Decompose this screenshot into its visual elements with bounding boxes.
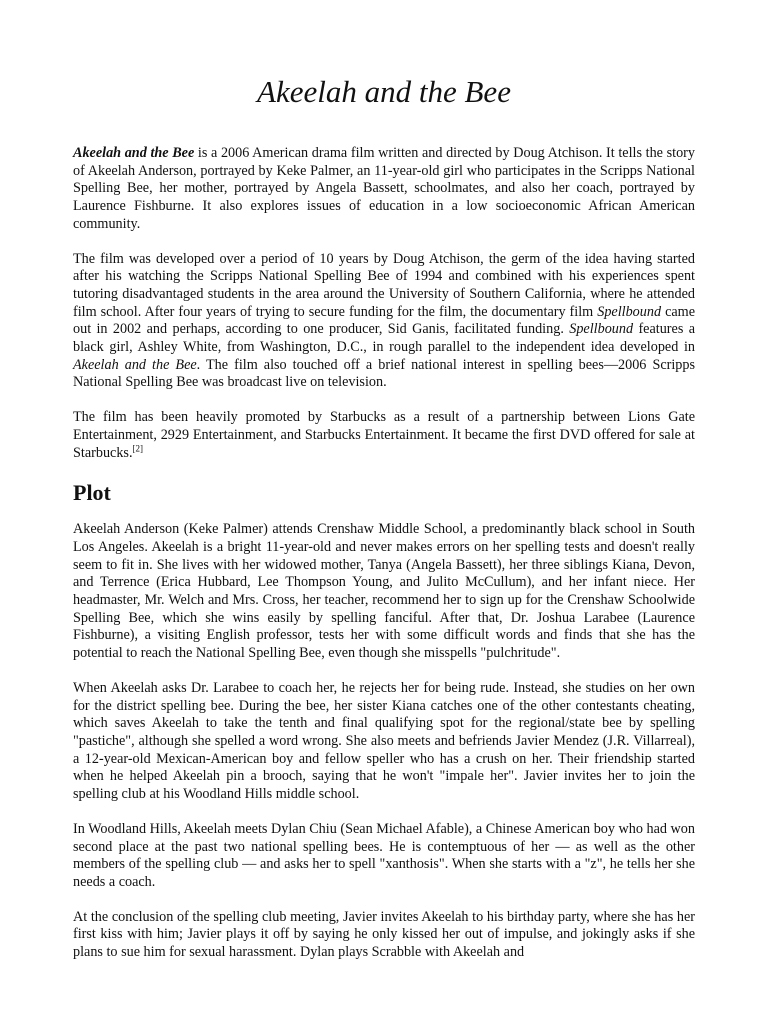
intro-paragraph-1 [73, 145, 695, 234]
plot-paragraph-3: In Woodland Hills, Akeelah meets Dylan Chiu (Sean Michael Afable), a Chinese American boy who had won second place at the past two national spelling bees. He is contemptuous of her — as well as the other members of the spelling club — and asks her to spell "xanthosis". When she starts with a "z", he tells her she needs a coach. [73, 820, 695, 890]
intro-p2-part-c: came out in 2002 and perhaps, according to one producer, Sid Ganis, facilitated funding. [73, 303, 695, 338]
spellbound-ref-1: Spellbound [597, 303, 662, 320]
intro-p2-part-a: The film was developed over a period of 10 years by Doug Atchison, the germ of the idea having started after his watching the Scripps National Spelling Bee of 1994 and combined with his experiences spent tutoring disadvantaged students in the area around the University of Southern California, where he attended film school. After four years of trying to secure funding for the film, the documentary film [73, 250, 695, 320]
intro-p2-part-e: features a black girl, Ashley White, from Washington, D.C., in rough parallel to the independent idea developed in [73, 321, 695, 356]
intro-paragraph-1-text: is a 2006 American drama film written and directed by Doug Atchison. It tells the story of Akeelah Anderson, portrayed by Keke Palmer, an 11-year-old girl who participates in the Scripps National Spelling Bee, her mother, portrayed by Angela Bassett, schoolmates, and also her coach, portrayed by Laurence Fishburne. It also explores issues of education in a low socioeconomic African American community. [73, 145, 695, 232]
plot-paragraph-2: When Akeelah asks Dr. Larabee to coach her, he rejects her for being rude. Instead, she studies on her own for the district spelling bee. During the bee, her sister Kiana catches one of the other contestants cheating, which saves Akeelah to take the tenth and final qualifying spot for the regional/state bee by spelling "pastiche", although she spelled a word wrong. She also meets and befriends Javier Mendez (J.R. Villarreal), a 12-year-old Mexican-American boy and fellow speller who has a crush on her. Their friendship started when he helped Akeelah pin a brooch, saying that he won't "impale her". Javier invites her to join the spelling club at his Woodland Hills middle school. [73, 679, 695, 803]
intro-p3-text: The film has been heavily promoted by Starbucks as a result of a partnership between Lions Gate Entertainment, 2929 Entertainment, and Starbucks Entertainment. It became the first DVD offered for sale at Starbucks. [73, 409, 695, 461]
page-title: Akeelah and the Bee [257, 74, 511, 109]
intro-title-ref: Akeelah and the Bee [73, 145, 195, 161]
plot-paragraph-1: Akeelah Anderson (Keke Palmer) attends Crenshaw Middle School, a predominantly black school in South Los Angeles. Akeelah is a bright 11-year-old and never makes errors on her spelling tests and doesn't really seem to fit in. She lives with her widowed mother, Tanya (Angela Bassett), her three siblings Kiana, Devon, and Terrence (Erica Hubbard, Lee Thompson Young, and Julito McCullum), and her infant niece. Her headmaster, Mr. Welch and Mrs. Cross, her teacher, recommend her to sign up for the Crenshaw Schoolwide Spelling Bee, which she wins easily by spelling fanciful. After that, Dr. Joshua Larabee (Laurence Fishburne), a visiting English professor, tests her with some difficult words and finds that she has the potential to reach the National Spelling Bee, even though she misspells "pulchritude". [73, 521, 695, 662]
footnote-ref[interactable]: [2] [132, 442, 144, 453]
plot-paragraph-4: At the conclusion of the spelling club meeting, Javier invites Akeelah to his birthday party, where she has her first kiss with him; Javier plays it off by saying he only kissed her out of impulse, and jokingly asks if she plans to sue him for sexual harassment. Dylan plays Scrabble with Akeelah and [73, 908, 695, 961]
intro-p2-part-g: . The film also touched off a brief national interest in spelling bees—2006 Scripps National Spelling Bee was broadcast live on television. [73, 356, 696, 391]
intro-paragraph-2 [73, 251, 695, 393]
spellbound-ref-2: Spellbound [569, 321, 634, 338]
film-title-ref: Akeelah and the Bee [73, 356, 197, 373]
section-heading-plot: Plot [73, 480, 111, 506]
intro-paragraph-3 [73, 409, 695, 462]
